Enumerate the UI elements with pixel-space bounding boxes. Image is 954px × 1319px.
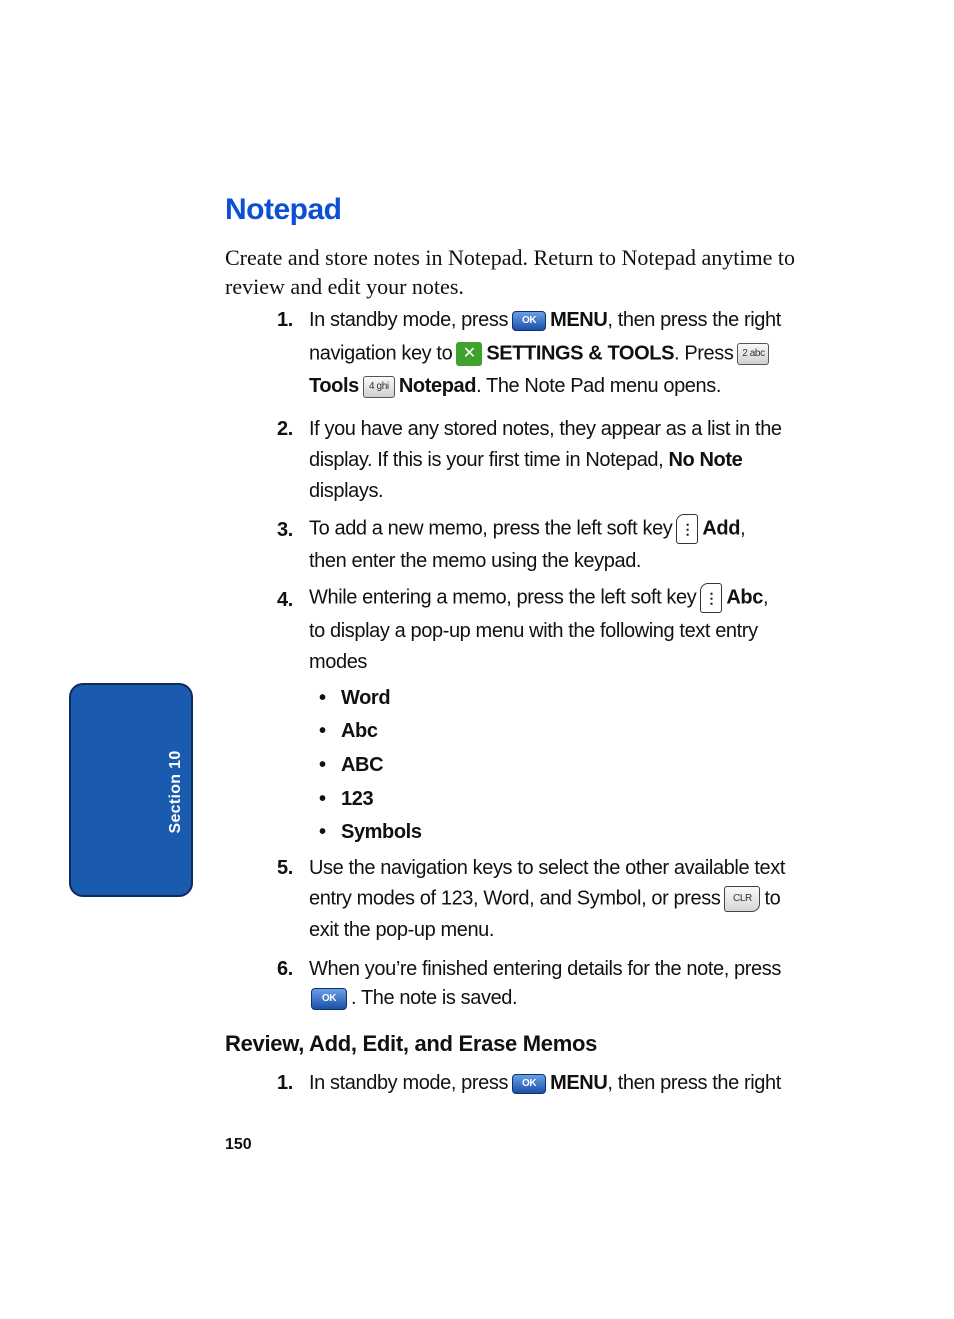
mode-item: ABC xyxy=(341,754,384,776)
left-soft-key-icon: ⋮ xyxy=(700,583,722,613)
step-1-line-2: navigation key to ✕ SETTINGS & TOOLS. Press 2 abc xyxy=(309,342,773,366)
bullet: • xyxy=(319,720,327,742)
step-number: 3. xyxy=(277,519,293,541)
bullet: • xyxy=(319,687,327,709)
bullet: • xyxy=(319,754,327,776)
step-3-line-1: To add a new memo, press the left soft key ⋮ Add, xyxy=(309,514,745,544)
step-number: 1. xyxy=(277,1072,293,1094)
intro-paragraph: Create and store notes in Notepad. Return to Notepad anytime to review and edit your notes. xyxy=(225,245,796,299)
step-6-line-1: When you’re finished entering details for the note, press xyxy=(309,958,781,980)
key-2-icon: 2 abc xyxy=(737,343,769,365)
step-number: 4. xyxy=(277,589,293,611)
step-number: 5. xyxy=(277,857,293,879)
bullet: • xyxy=(319,821,327,843)
step-4-line-3: modes xyxy=(309,651,368,673)
mode-item: Word xyxy=(341,687,391,709)
settings-tools-icon: ✕ xyxy=(456,342,482,366)
step-number: 2. xyxy=(277,418,293,440)
mode-item: Symbols xyxy=(341,821,422,843)
step-4-line-2: to display a pop-up menu with the following text entry xyxy=(309,620,758,642)
key-4-icon: 4 ghi xyxy=(363,376,395,398)
bullet: • xyxy=(319,788,327,810)
left-soft-key-icon: ⋮ xyxy=(676,514,698,544)
step-1-line-1: In standby mode, press OK MENU, then press the right xyxy=(309,309,781,331)
step-5-line-2: entry modes of 123, Word, and Symbol, or press CLR to xyxy=(309,886,780,912)
step-number: 6. xyxy=(277,958,293,980)
page-number: 150 xyxy=(225,1136,252,1153)
step-3-line-2: then enter the memo using the keypad. xyxy=(309,550,642,572)
ok-key-icon: OK xyxy=(512,1074,546,1094)
clr-key-icon: CLR xyxy=(724,886,760,912)
sub-step-1-line-1: In standby mode, press OK MENU, then press the right xyxy=(309,1072,781,1094)
step-1-line-3: Tools 4 ghi Notepad. The Note Pad menu opens. xyxy=(309,375,722,397)
step-2-text: If you have any stored notes, they appear as a list in the display. If this is your first time in Notepad, No Note displays. xyxy=(309,418,782,502)
section-tab-label: Section 10 xyxy=(167,750,184,834)
step-number: 1. xyxy=(277,309,293,331)
ok-key-icon: OK xyxy=(311,988,347,1010)
mode-item: 123 xyxy=(341,788,374,810)
ok-key-icon: OK xyxy=(512,311,546,331)
mode-item: Abc xyxy=(341,720,378,742)
step-5-line-3: exit the pop-up menu. xyxy=(309,919,495,941)
subheading: Review, Add, Edit, and Erase Memos xyxy=(225,1031,598,1056)
step-5-line-1: Use the navigation keys to select the other available text xyxy=(309,857,785,879)
step-6-line-2: OK . The note is saved. xyxy=(309,987,517,1010)
page-title: Notepad xyxy=(225,193,342,226)
step-4-line-1: While entering a memo, press the left soft key ⋮ Abc, xyxy=(309,583,768,613)
